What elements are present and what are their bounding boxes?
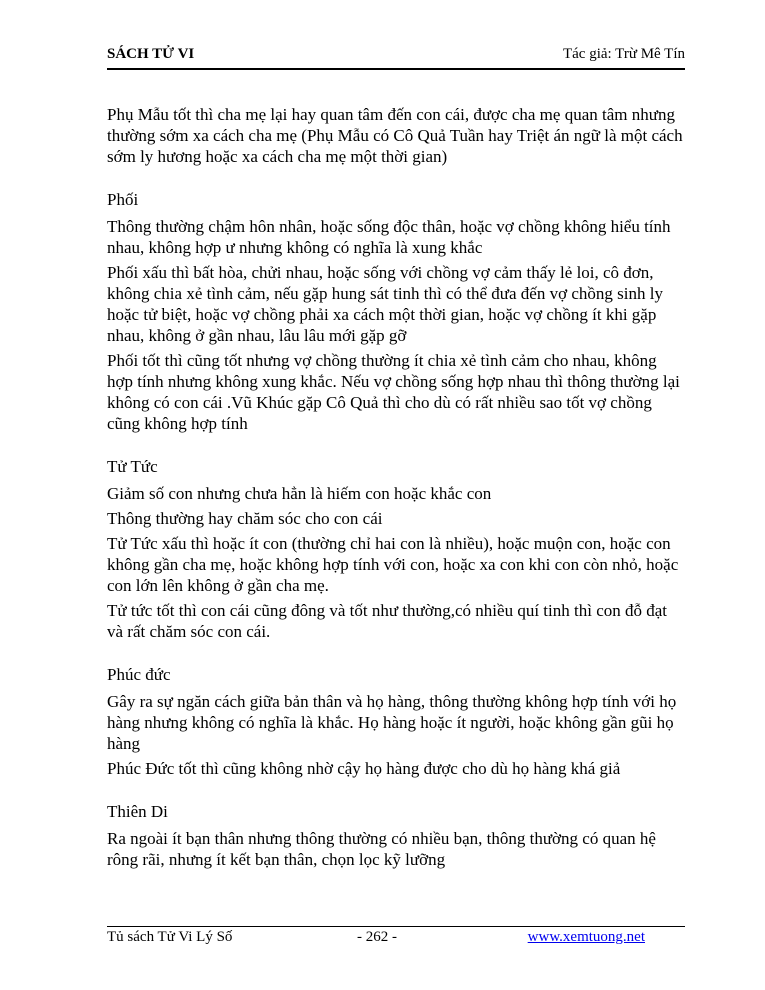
- paragraph: Giảm số con nhưng chưa hẳn là hiếm con hoặc khắc con: [107, 484, 492, 503]
- paragraph: Phối tốt thì cũng tốt nhưng vợ chồng thường ít chia xẻ tình cảm cho nhau, không hợp tính nhưng không xung khắc. Nếu vợ chồng sống hợp nhau thì thông thường lại không có con cái .Vũ Khúc gặp Cô Quả thì cho dù có rất nhiều sao tốt vợ chồng cũng không hợp tính: [107, 351, 680, 433]
- paragraph: Gây ra sự ngăn cách giữa bản thân và họ hàng, thông thường không hợp tính với họ hàng nhưng không có nghĩa là khắc. Họ hàng hoặc ít người, hoặc không gần gũi họ hàng: [107, 692, 677, 753]
- paragraph: Thông thường hay chăm sóc cho con cái: [107, 509, 383, 528]
- author-label: Tác giả: Trừ Mê Tín: [562, 46, 685, 62]
- page-content: [107, 104, 685, 874]
- page-number: - 262 -: [357, 929, 397, 945]
- book-title: SÁCH TỬ VI: [107, 46, 195, 62]
- page-footer: [107, 926, 685, 949]
- section-title-tu-tuc: Tử Tức: [107, 457, 158, 476]
- section-title-phuc-duc: Phúc đức: [107, 665, 171, 684]
- paragraph: Ra ngoài ít bạn thân nhưng thông thường có nhiều bạn, thông thường có quan hệ rông rãi, nhưng ít kết bạn thân, chọn lọc kỹ lưỡng: [107, 829, 656, 869]
- intro-paragraph: Phụ Mẫu tốt thì cha mẹ lại hay quan tâm đến con cái, được cha mẹ quan tâm nhưng thường sớm xa cách cha mẹ (Phụ Mẫu có Cô Quả Tuần hay Triệt án ngữ là một cách sớm ly hương hoặc xa cách cha mẹ một thời gian): [107, 105, 683, 166]
- footer-series: Tủ sách Tử Vi Lý Số: [107, 929, 233, 945]
- paragraph: Phúc Đức tốt thì cũng không nhờ cậy họ hàng được cho dù họ hàng khá giả: [107, 759, 621, 778]
- page-header: [107, 44, 685, 70]
- paragraph: Phối xấu thì bất hòa, chửi nhau, hoặc sống với chồng vợ cảm thấy lẻ loi, cô đơn, không chia xẻ tình cảm, nếu gặp hung sát tinh thì có thể đưa đến vợ chồng sinh ly hoặc tử biệt, hoặc vợ chồng phải xa cách một thời gian, hoặc vợ chồng ít khi gặp nhau, không ở gần nhau, lâu lâu mới gặp gỡ: [107, 263, 663, 345]
- paragraph: Tử tức tốt thì con cái cũng đông và tốt như thường,có nhiều quí tinh thì con đỗ đạt và rất chăm sóc con cái.: [107, 601, 668, 641]
- paragraph: Tử Tức xấu thì hoặc ít con (thường chỉ hai con là nhiều), hoặc muộn con, hoặc con không gần cha mẹ, hoặc không hợp tính với con, hoặc xa con khi con còn nhỏ, hoặc con lớn lên không ở gần cha mẹ.: [107, 534, 679, 595]
- website-link[interactable]: www.xemtuong.net: [527, 929, 645, 945]
- section-title-thien-di: Thiên Di: [107, 802, 168, 821]
- section-title-phoi: Phối: [107, 190, 139, 209]
- paragraph: Thông thường chậm hôn nhân, hoặc sống độc thân, hoặc vợ chồng không hiểu tính nhau, không hợp ư nhưng không có nghĩa là xung khắc: [107, 217, 671, 257]
